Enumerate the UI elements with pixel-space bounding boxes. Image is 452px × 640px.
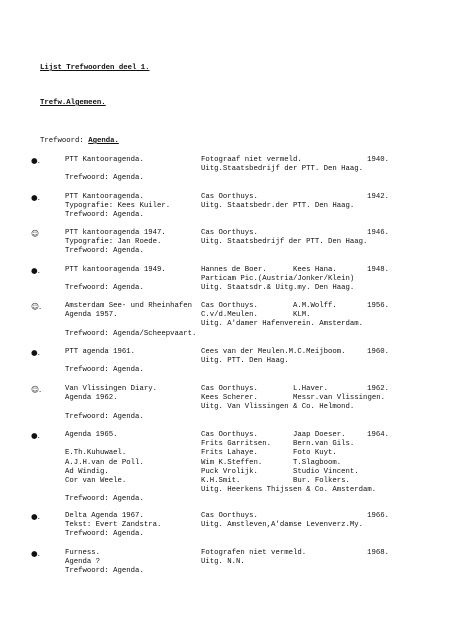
entry-year: 1942. <box>367 193 389 201</box>
entry-title-line: Agenda 1965. <box>65 431 118 439</box>
entry-title-line: PTT kantooragenda 1949. <box>65 266 166 274</box>
entry-bullet-icon: ●. <box>31 156 41 165</box>
entry-photographer2-line: L.Haver. <box>293 385 329 393</box>
entry-year: 1962. <box>367 385 389 393</box>
entry-title-line: Agenda ? <box>65 558 101 567</box>
entry-photographer2-line: T.Slagboom. <box>293 458 342 467</box>
entry-photographer-line: Wim K.Steffen. <box>201 458 263 467</box>
entry-photographer-line: Particam Pic.(Austria/Jonker/Klein) <box>201 275 355 284</box>
keyword-line <box>40 137 119 146</box>
entry-photographer-line: Cees van der Meulen.M.C.Meijboom. <box>201 348 346 356</box>
entry-bullet-icon: ●. <box>31 512 41 521</box>
entry-photographer-line: Uitg. Heerkens Thijssen & Co. Amsterdam. <box>201 486 377 495</box>
entry-year: 1966. <box>367 512 389 520</box>
entry-photographer-line: Frits Lahaye. <box>201 449 258 458</box>
entry-title-line: Agenda 1957. <box>65 311 118 320</box>
entry-photographer-line: Fotograaf niet vermeld. <box>201 156 302 164</box>
entry-bullet-icon: ☺ <box>31 229 39 238</box>
entry-title-line: Delta Agenda 1967. <box>65 512 144 520</box>
entry-title-line: Typografie: Jan Roede. <box>65 238 162 247</box>
entry-photographer-line: Fotografen niet vermeld. <box>201 549 307 557</box>
entry-title-line: A.J.H.van de Poll. <box>65 458 144 467</box>
entry-year: 1940. <box>367 156 389 164</box>
entry-title-line: Typografie: Kees Kuiler. <box>65 202 171 211</box>
entry-photographer-line: Uitg. Staatsdr.& Uitg.my. Den Haag. <box>201 284 355 293</box>
entry-photographer-line: Kees Scherer. <box>201 394 258 403</box>
entry-bullet-icon: ●. <box>31 549 41 558</box>
entry-photographer-line: Cas Oorthuys. <box>201 193 258 201</box>
entry-year: 1948. <box>367 266 389 274</box>
entry-bullet-icon: ☺. <box>31 302 42 311</box>
entry-photographer2-line: Studio Vincent. <box>293 467 359 476</box>
entry-title-line: PTT Kantooragenda. <box>65 156 144 164</box>
keyword-label: Trefwoord: <box>40 137 84 145</box>
entry-photographer-line: Frits Garritsen. <box>201 440 272 449</box>
entry-photographer-line: Uitg. Van Vlissingen & Co. Helmond. <box>201 403 355 412</box>
entry-bullet-icon: ●. <box>31 431 41 440</box>
entry-title-line: Trefwoord: Agenda. <box>65 495 144 504</box>
entry-year: 1960. <box>367 348 389 356</box>
entry-photographer2-line: Foto Kuyt. <box>293 449 337 458</box>
entry-photographer-line: K.H.Smit. <box>201 477 241 485</box>
entry-photographer-line: Uitg. Staatsbedrijf der PTT. Den Haag. <box>201 238 368 247</box>
entry-bullet-icon: ☺. <box>31 385 42 394</box>
entry-title-line: Trefwoord: Agenda/Scheepvaart. <box>65 329 197 338</box>
entry-year: 1956. <box>367 302 389 310</box>
entry-photographer2-line: KLM. <box>293 311 311 320</box>
entry-title-line: Cor van Weele. <box>65 477 127 485</box>
entry-photographer-line: Uitg.Staatsbedrijf der PTT. Den Haag. <box>201 165 364 174</box>
entry-title-line: PTT agenda 1961. <box>65 348 136 356</box>
entry-title-line: Agenda 1962. <box>65 394 118 403</box>
entry-title-line: PTT Kantooragenda. <box>65 193 144 201</box>
section-heading: Trefw.Algemeen. <box>40 99 106 107</box>
entry-title-line: Ad Windig. <box>65 467 109 476</box>
entry-photographer-line: Uitg. PTT. Den Haag. <box>201 357 289 366</box>
entry-photographer2-line: Kees Hana. <box>293 266 337 274</box>
entry-title-line: Trefwoord: Agenda. <box>65 284 144 293</box>
entry-bullet-icon: ●. <box>31 193 41 202</box>
entry-title-line: Trefwoord: Agenda. <box>65 174 144 183</box>
entry-title-line: PTT kantooragenda 1947. <box>65 229 166 237</box>
entry-photographer2-line: Messr.van Vlissingen. <box>293 394 385 403</box>
entry-title-line: E.Th.Kuhuwael. <box>65 449 127 458</box>
entry-title-line: Amsterdam See- und Rheinhafen <box>65 302 192 310</box>
entry-title-line: Trefwoord: Agenda. <box>65 366 144 375</box>
entry-year: 1964. <box>367 431 389 439</box>
entry-photographer-line: Uitg. Staatsbedr.der PTT. Den Haag. <box>201 202 355 211</box>
entry-title-line: Trefwoord: Agenda. <box>65 530 144 539</box>
entry-title-line: Trefwoord: Agenda. <box>65 412 144 421</box>
entry-title-line: Tekst: Evert Zandstra. <box>65 521 162 530</box>
entry-photographer2-line: A.M.Wolff. <box>293 302 337 310</box>
entry-photographer-line: Puck Vrolijk. <box>201 467 258 476</box>
entry-photographer2-line: Bern.van Gils. <box>293 440 355 449</box>
entry-photographer-line: Hannes de Boer. <box>201 266 267 274</box>
entry-title-line: Furness. <box>65 549 101 557</box>
entry-photographer2-line: Bur. Folkers. <box>293 477 350 485</box>
entry-title-line: Trefwoord: Agenda. <box>65 211 144 220</box>
entry-title-line: Van Vlissingen Diary. <box>65 385 157 393</box>
entry-year: 1946. <box>367 229 389 237</box>
entry-photographer-line: C.v/d.Meulen. <box>201 311 258 320</box>
document-title: Lijst Trefwoorden deel 1. <box>40 64 150 72</box>
entry-photographer-line: Uitg. Amstleven,A'damse Levenverz.My. <box>201 521 364 530</box>
entry-bullet-icon: ●. <box>31 348 41 357</box>
entry-photographer-line: Cas Oorthuys. <box>201 385 258 393</box>
entry-photographer-line: Cas Oorthuys. <box>201 229 258 237</box>
entry-photographer-line: Cas Oorthuys. <box>201 431 258 439</box>
entry-title-line: Trefwoord: Agenda. <box>65 567 144 576</box>
keyword-value: Agenda. <box>88 137 119 145</box>
entry-photographer-line: Cas Oorthuys. <box>201 512 258 520</box>
entry-bullet-icon: ●. <box>31 266 41 275</box>
entry-title-line: Trefwoord: Agenda. <box>65 247 144 256</box>
entry-photographer2-line: Jaap Doeser. <box>293 431 346 439</box>
entry-photographer-line: Uitg. A'damer Hafenverein. Amsterdam. <box>201 320 364 329</box>
entry-photographer-line: Cas Oorthuys. <box>201 302 258 310</box>
entry-photographer-line: Uitg. N.N. <box>201 558 245 567</box>
entry-year: 1968. <box>367 549 389 557</box>
